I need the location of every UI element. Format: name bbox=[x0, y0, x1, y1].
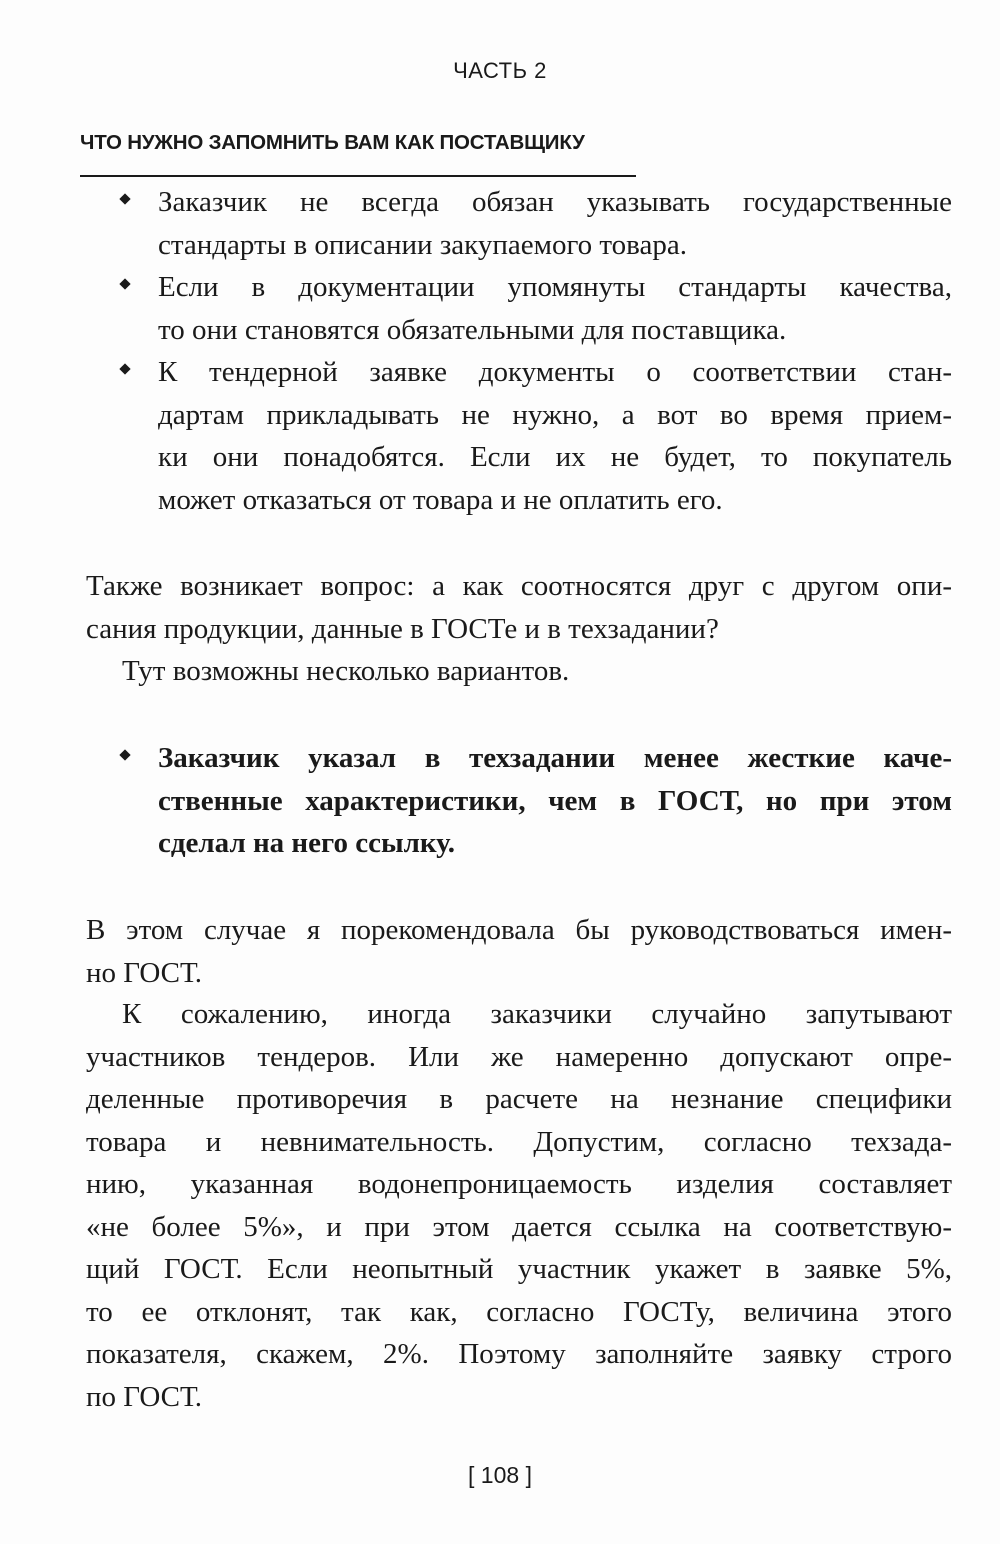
paragraph-recommendation bbox=[86, 909, 952, 994]
text-line: показателя, скажем, 2%. Поэтому заполняйте заявку строго bbox=[86, 1338, 952, 1370]
text-line: может отказаться от товара и не оплатить его. bbox=[158, 483, 723, 516]
text-line: дартам прикладывать не нужно, а вот во время прием- bbox=[158, 398, 952, 431]
text-line: В этом случае я порекомендовала бы руководствоваться имен- bbox=[86, 914, 952, 946]
text-line: деленные противоречия в расчете на незнание специфики bbox=[86, 1083, 952, 1115]
page-number: [ 108 ] bbox=[468, 1462, 532, 1488]
text-line: сания продукции, данные в ГОСТе и в техзадании? bbox=[86, 612, 719, 645]
key-points-list bbox=[86, 181, 952, 521]
text-line: «не более 5%», и при этом дается ссылка на соответствую- bbox=[86, 1210, 952, 1243]
diamond-bullet-icon bbox=[119, 278, 130, 289]
text-line: ки они понадобятся. Если их не будет, то покупатель bbox=[158, 441, 952, 473]
text-line: нию, указанная водонепроницаемость изделия составляет bbox=[86, 1168, 952, 1200]
list-item bbox=[86, 737, 952, 865]
text-line: ственные характеристики, чем в ГОСТ, но при этом bbox=[158, 784, 952, 817]
text-line: но ГОСТ. bbox=[86, 956, 203, 989]
text-line: сделал на него ссылку. bbox=[158, 827, 455, 859]
text-line: товара и невнимательность. Допустим, согласно техзада- bbox=[86, 1125, 952, 1158]
variant-bullet bbox=[86, 737, 952, 865]
list-item bbox=[86, 266, 952, 351]
text-line: по ГОСТ. bbox=[86, 1380, 203, 1413]
section-title: ЧТО НУЖНО ЗАПОМНИТЬ ВАМ КАК ПОСТАВЩИКУ bbox=[80, 131, 585, 154]
title-underline bbox=[80, 175, 636, 177]
text-line: К сожалению, иногда заказчики случайно запутывают bbox=[122, 998, 952, 1030]
text-line: то они становятся обязательными для поставщика. bbox=[158, 313, 787, 346]
diamond-bullet-icon bbox=[119, 749, 130, 760]
text-line: стандарты в описании закупаемого товара. bbox=[158, 228, 687, 261]
running-head: ЧАСТЬ 2 bbox=[453, 58, 547, 83]
text-line: щий ГОСТ. Если неопытный участник укажет в заявке 5%, bbox=[86, 1253, 952, 1285]
text-line: то ее отклонят, так как, согласно ГОСТу, величина этого bbox=[86, 1295, 952, 1328]
text-line: Тут возможны несколько вариантов. bbox=[122, 655, 570, 687]
list-item bbox=[86, 351, 952, 521]
paragraph-question bbox=[86, 565, 952, 693]
text-line: Если в документации упомянуты стандарты качества, bbox=[158, 271, 952, 303]
list-item bbox=[86, 181, 952, 266]
paragraph-example bbox=[86, 993, 952, 1418]
text-line: участников тендеров. Или же намеренно допускают опре- bbox=[86, 1040, 952, 1073]
text-line: Также возникает вопрос: а как соотносятся друг с другом опи- bbox=[86, 570, 952, 602]
text-line: Заказчик не всегда обязан указывать государственные bbox=[158, 186, 952, 218]
diamond-bullet-icon bbox=[119, 363, 130, 374]
text-line: Заказчик указал в техзадании менее жесткие каче- bbox=[158, 742, 952, 774]
diamond-bullet-icon bbox=[119, 193, 130, 204]
text-line: К тендерной заявке документы о соответствии стан- bbox=[158, 356, 952, 388]
